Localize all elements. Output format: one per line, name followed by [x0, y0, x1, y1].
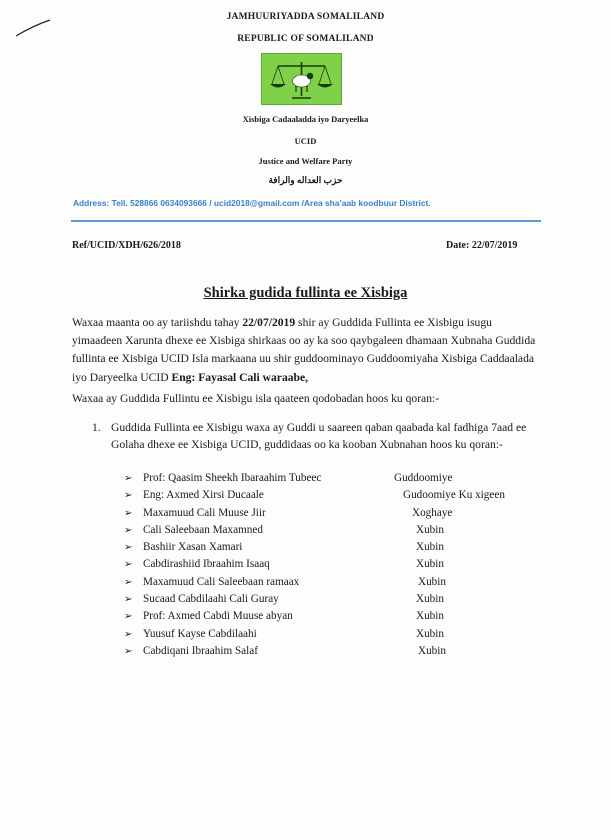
item-text: Guddida Fullinta ee Xisbigu waxa ay Guddi u saareen qaban qaabada kal fadhiga 7aad ee Golaha dhexe ee Xisbiga UCID, guddidaas oo ka kooban Xubnahan hoos ku qoran:- [111, 421, 527, 451]
member-role: Xubin [416, 593, 444, 606]
header-divider [71, 220, 541, 222]
member-role: Xubin [416, 627, 444, 640]
opening-paragraph [72, 314, 542, 387]
letter-date: Date: 22/07/2019 [446, 240, 518, 251]
arrow-bullet-icon: ➢ [124, 559, 133, 571]
member-name: Sucaad Cabdilaahi Cali Guray [143, 593, 279, 606]
agreement-paragraph: Waxaa ay Guddida Fullintu ee Xisbigu isla qaateen qodobadan hoos ku qoran:- [72, 392, 440, 405]
member-name: Yuusuf Kayse Cabdilaahi [143, 627, 257, 640]
member-name: Cabdiqani Ibraahim Salaf [143, 644, 258, 657]
header-line-1: JAMHUURIYADDA SOMALILAND [226, 12, 385, 22]
arrow-bullet-icon: ➢ [124, 576, 133, 588]
arrow-bullet-icon: ➢ [124, 524, 133, 536]
arrow-bullet-icon: ➢ [124, 628, 133, 640]
opening-text-b: shir ay Guddida Fullinta ee Xisbigu isugu yimaadeen Xarunta dhexe ee Xisbiga shirkaas oo ay ka soo qaybgaleen dhamaan Xubnaha Guddida fullinta ee Xisbiga UCID Isla markaana uu shir guddoominayo Guddoomiyaha Xisbiga Caddaalada iyo Daryeelka UCID [72, 316, 536, 384]
member-role: Xubin [418, 644, 446, 657]
member-role: Xubin [416, 558, 444, 571]
arrow-bullet-icon: ➢ [124, 594, 133, 606]
member-role: Xubin [416, 523, 444, 536]
member-name: Eng: Axmed Xirsi Ducaale [143, 489, 264, 502]
party-name-arabic: حزب العداله والرافة [268, 175, 343, 185]
letter-title: Shirka gudida fullinta ee Xisbiga [203, 285, 408, 301]
member-role: Gudoomiye Ku xigeen [403, 489, 505, 502]
party-name-somali: Xisbiga Cadaaladda iyo Daryeelka [242, 114, 369, 124]
scales-of-justice-icon [262, 54, 341, 104]
member-name: Cabdirashiid Ibraahim Isaaq [143, 558, 270, 571]
meeting-date: 22/07/2019 [242, 316, 296, 329]
opening-text-a: Waxaa maanta oo ay tariishdu tahay [72, 316, 243, 329]
arrow-bullet-icon: ➢ [124, 490, 133, 502]
member-role: Xoghaye [412, 506, 453, 519]
arrow-bullet-icon: ➢ [124, 507, 133, 519]
member-name: Bashiir Xasan Xamari [143, 541, 243, 554]
header-line-2: REPUBLIC OF SOMALILAND [237, 34, 374, 44]
arrow-bullet-icon: ➢ [124, 473, 133, 484]
item-number: 1. [92, 421, 101, 434]
member-role: Xubin [416, 610, 444, 623]
member-name: Prof: Qaasim Sheekh Ibaraahim Tubeec [143, 472, 322, 484]
member-role: Xubin [418, 575, 446, 588]
reference-number: Ref/UCID/XDH/626/2018 [72, 240, 181, 251]
contact-address: Address: Tell. 528866 0634093666 / ucid2018@gmail.com /Area sha’aab koodbuur District. [73, 198, 431, 208]
party-logo [261, 53, 342, 105]
member-name: Maxamuud Cali Muuse Jiir [143, 506, 266, 519]
member-role: Xubin [416, 541, 444, 554]
party-name-english: Justice and Welfare Party [258, 156, 353, 166]
member-role: Guddoomiye [394, 472, 453, 484]
arrow-bullet-icon: ➢ [124, 611, 133, 623]
chairman-name: Eng: Fayasal Cali waraabe, [171, 370, 309, 384]
party-abbreviation: UCID [294, 136, 317, 146]
member-name: Cali Saleebaan Maxamned [143, 523, 263, 536]
member-name: Maxamuud Cali Saleebaan ramaax [143, 575, 300, 588]
member-name: Prof: Axmed Cabdi Muuse abyan [143, 610, 293, 623]
arrow-bullet-icon: ➢ [124, 645, 133, 657]
arrow-bullet-icon: ➢ [124, 542, 133, 554]
